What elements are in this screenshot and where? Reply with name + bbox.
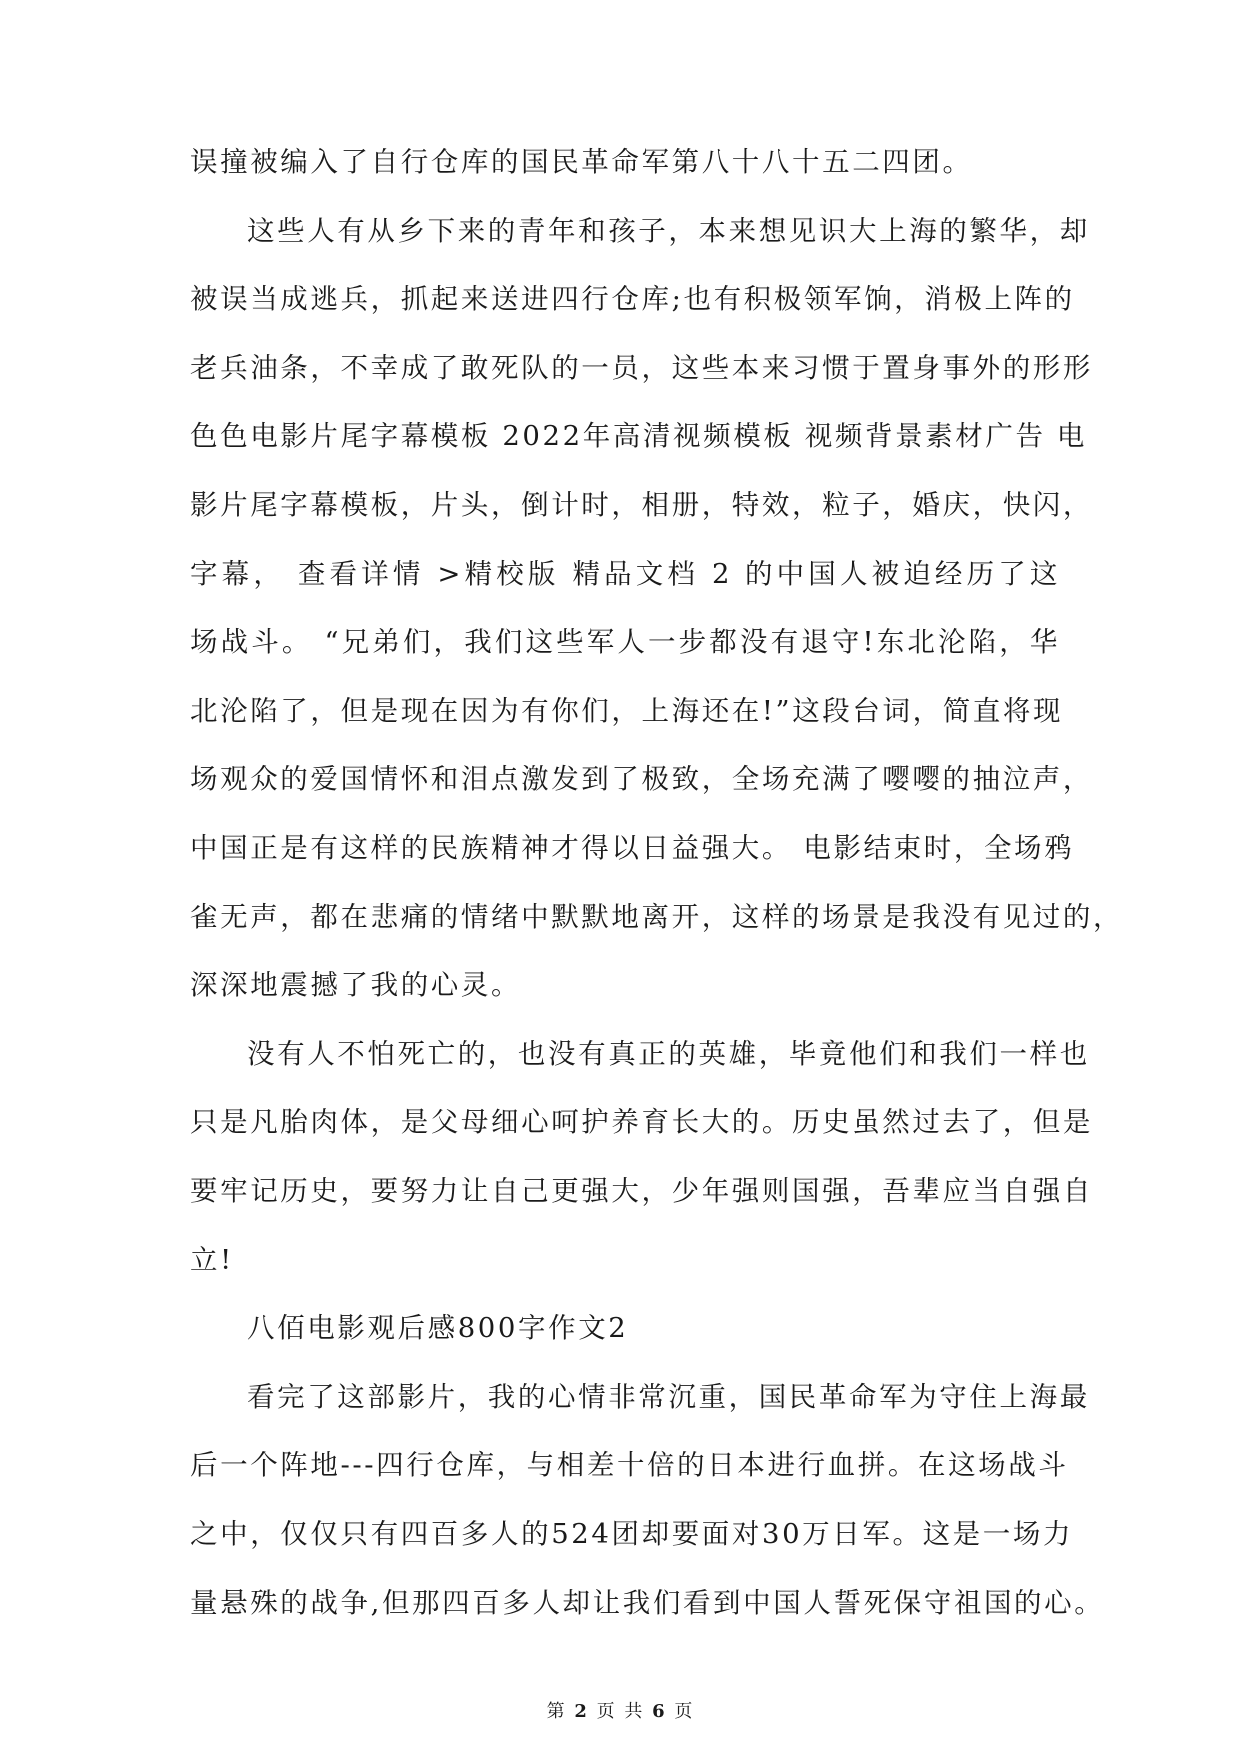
text-line-2: 这些人有从乡下来的青年和孩子，本来想见识大上海的繁华，却 xyxy=(247,214,1090,247)
footer-page-number: 2 xyxy=(574,1701,589,1722)
text-line-1: 误撞被编入了自行仓库的国民革命军第八十八十五二四团。 xyxy=(190,146,973,178)
text-line-4: 老兵油条，不幸成了敢死队的一员，这些本来习惯于置身事外的形形 xyxy=(190,351,1093,384)
footer-total-pages: 6 xyxy=(652,1701,667,1722)
section-heading: 八佰电影观后感800字作文2 xyxy=(247,1312,629,1345)
text-line-10: 场观众的爱国情怀和泪点激发到了极致，全场充满了嘤嘤的抽泣声， xyxy=(190,763,1093,796)
text-line-20: 后一个阵地---四行仓库，与相差十倍的日本进行血拼。在这场战斗 xyxy=(190,1449,1069,1482)
text-line-15: 只是凡胎肉体，是父母细心呵护养育长大的。历史虽然过去了，但是 xyxy=(190,1106,1093,1139)
text-line-5: 色色电影片尾字幕模板 2022年高清视频模板 视频背景素材广告 电 xyxy=(190,420,1088,453)
footer-suffix: 页 xyxy=(674,1701,695,1722)
text-line-22: 量悬殊的战争,但那四百多人却让我们看到中国人誓死保守祖国的心。 xyxy=(190,1586,1105,1619)
text-line-9: 北沦陷了，但是现在因为有你们，上海还在!”这段台词，简直将现 xyxy=(190,694,1064,727)
text-line-7: 字幕， 查看详情 >精校版 精品文档 2 的中国人被迫经历了这 xyxy=(190,557,1060,590)
text-line-3: 被误当成逃兵，抓起来送进四行仓库;也有积极领军饷，消极上阵的 xyxy=(190,283,1075,316)
text-line-21: 之中，仅仅只有四百多人的524团却要面对30万日军。这是一场力 xyxy=(190,1518,1074,1550)
text-line-8: 场战斗。 “兄弟们，我们这些军人一步都没有退守!东北沦陷，华 xyxy=(190,626,1060,659)
footer-prefix: 第 xyxy=(546,1701,567,1722)
text-line-12: 雀无声，都在悲痛的情绪中默默地离开，这样的场景是我没有见过的， xyxy=(190,900,1124,933)
page-number-footer xyxy=(0,1700,1241,1724)
text-line-11: 中国正是有这样的民族精神才得以日益强大。 电影结束时，全场鸦 xyxy=(190,832,1075,864)
text-line-19: 看完了这部影片，我的心情非常沉重，国民革命军为守住上海最 xyxy=(247,1380,1090,1413)
text-line-13: 深深地震撼了我的心灵。 xyxy=(190,969,522,1002)
text-line-6: 影片尾字幕模板，片头，倒计时，相册，特效，粒子，婚庆，快闪， xyxy=(190,489,1093,521)
text-line-14: 没有人不怕死亡的，也没有真正的英雄，毕竟他们和我们一样也 xyxy=(247,1037,1090,1070)
text-line-17: 立! xyxy=(190,1243,234,1276)
text-line-16: 要牢记历史，要努力让自己更强大，少年强则国强，吾辈应当自强自 xyxy=(190,1175,1093,1207)
footer-middle: 页 共 xyxy=(596,1701,645,1722)
